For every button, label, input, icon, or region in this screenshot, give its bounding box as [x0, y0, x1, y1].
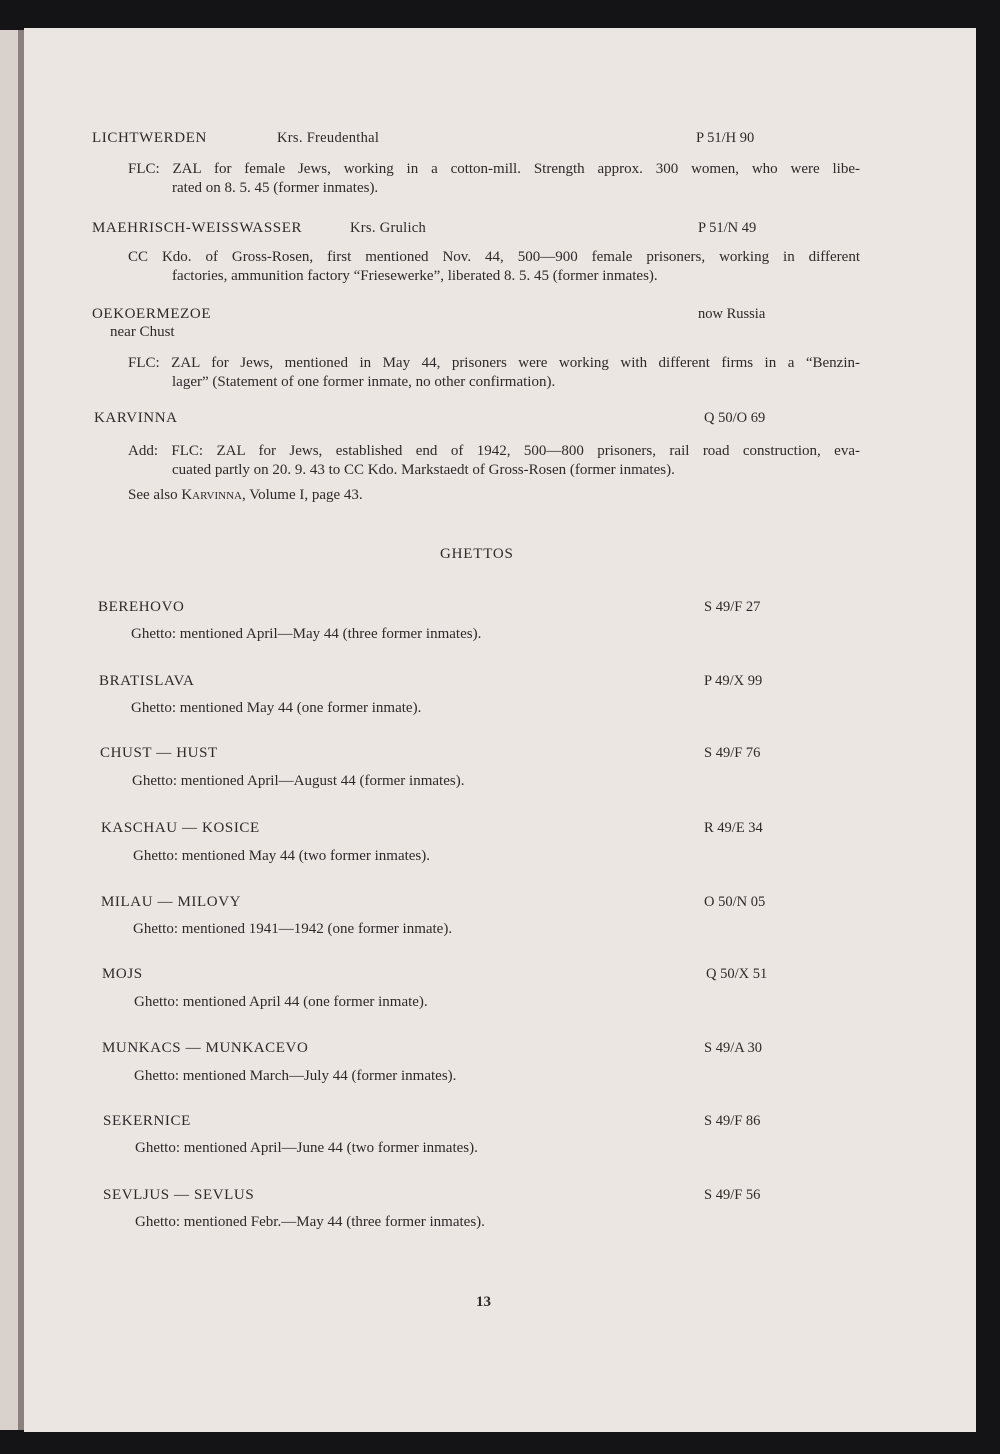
map-reference: S 49/F 27	[704, 599, 761, 615]
camp-description	[128, 160, 860, 198]
camp-name: MAEHRISCH-WEISSWASSER	[92, 220, 303, 236]
ghetto-description: Ghetto: mentioned April—August 44 (former inmates).	[132, 773, 465, 789]
map-reference: S 49/A 30	[704, 1040, 763, 1056]
ghetto-description: Ghetto: mentioned May 44 (one former inmate).	[131, 700, 422, 716]
map-reference: P 51/N 49	[698, 220, 757, 236]
see-also-prefix: See also	[128, 487, 178, 503]
ghetto-name: MILAU — MILOVY	[101, 894, 242, 910]
ghetto-name: CHUST — HUST	[100, 745, 218, 761]
description-line: CC Kdo. of Gross-Rosen, first mentioned Nov. 44, 500—900 female prisoners, working in different	[128, 249, 860, 265]
map-reference: P 49/X 99	[704, 673, 763, 689]
map-reference: now Russia	[698, 306, 766, 322]
camp-district: Krs. Freudenthal	[277, 130, 380, 146]
ghetto-name: BEREHOVO	[98, 599, 185, 615]
description-line: FLC: ZAL for Jews, mentioned in May 44, prisoners were working with different firms in a “Benzin-	[128, 355, 860, 371]
camp-description	[128, 354, 860, 392]
camp-district: Krs. Grulich	[350, 220, 427, 236]
camp-description	[128, 248, 860, 286]
see-also-suffix: , Volume I, page 43.	[242, 487, 363, 503]
page-number: 13	[476, 1294, 491, 1310]
ghetto-description: Ghetto: mentioned April—May 44 (three former inmates).	[131, 626, 482, 642]
ghetto-name: MUNKACS — MUNKACEVO	[102, 1040, 309, 1056]
map-reference: S 49/F 76	[704, 745, 761, 761]
camp-name: KARVINNA	[94, 410, 178, 426]
description-line: cuated partly on 20. 9. 43 to CC Kdo. Markstaedt of Gross-Rosen (former inmates).	[172, 462, 675, 478]
map-reference: S 49/F 56	[704, 1187, 761, 1203]
map-reference: Q 50/O 69	[704, 410, 766, 426]
map-reference: S 49/F 86	[704, 1113, 761, 1129]
map-reference: Q 50/X 51	[706, 966, 768, 982]
ghetto-description: Ghetto: mentioned March—July 44 (former inmates).	[134, 1068, 457, 1084]
map-reference: R 49/E 34	[704, 820, 763, 836]
ghetto-description: Ghetto: mentioned May 44 (two former inmates).	[133, 848, 431, 864]
camp-name: LICHTWERDEN	[92, 130, 207, 146]
description-line: FLC: ZAL for female Jews, working in a cotton-mill. Strength approx. 300 women, who were libe-	[128, 161, 860, 177]
ghetto-name: SEKERNICE	[103, 1113, 191, 1129]
ghetto-name: BRATISLAVA	[99, 673, 195, 689]
description-line: Add: FLC: ZAL for Jews, established end of 1942, 500—800 prisoners, rail road construction, eva-	[128, 443, 860, 459]
description-line: rated on 8. 5. 45 (former inmates).	[172, 180, 379, 196]
ghetto-description: Ghetto: mentioned Febr.—May 44 (three former inmates).	[135, 1214, 485, 1230]
see-also-note	[128, 487, 363, 504]
map-reference: O 50/N 05	[704, 894, 766, 910]
see-also-name: Karvinna	[181, 487, 242, 503]
section-title: GHETTOS	[440, 546, 514, 562]
camp-name: OEKOERMEZOE	[92, 306, 212, 322]
description-line: lager” (Statement of one former inmate, no other confirmation).	[172, 374, 556, 390]
map-reference: P 51/H 90	[696, 130, 755, 146]
document-page	[24, 28, 976, 1432]
ghetto-description: Ghetto: mentioned April 44 (one former inmate).	[134, 994, 428, 1010]
ghetto-description: Ghetto: mentioned 1941—1942 (one former inmate).	[133, 921, 453, 937]
ghetto-description: Ghetto: mentioned April—June 44 (two former inmates).	[135, 1140, 478, 1156]
ghetto-name: SEVLJUS — SEVLUS	[103, 1187, 255, 1203]
description-line: factories, ammunition factory “Friesewerke”, liberated 8. 5. 45 (former inmates).	[172, 268, 658, 284]
camp-description	[128, 442, 860, 480]
camp-location-note: near Chust	[110, 324, 175, 340]
ghetto-name: MOJS	[102, 966, 143, 982]
ghetto-name: KASCHAU — KOSICE	[101, 820, 260, 836]
